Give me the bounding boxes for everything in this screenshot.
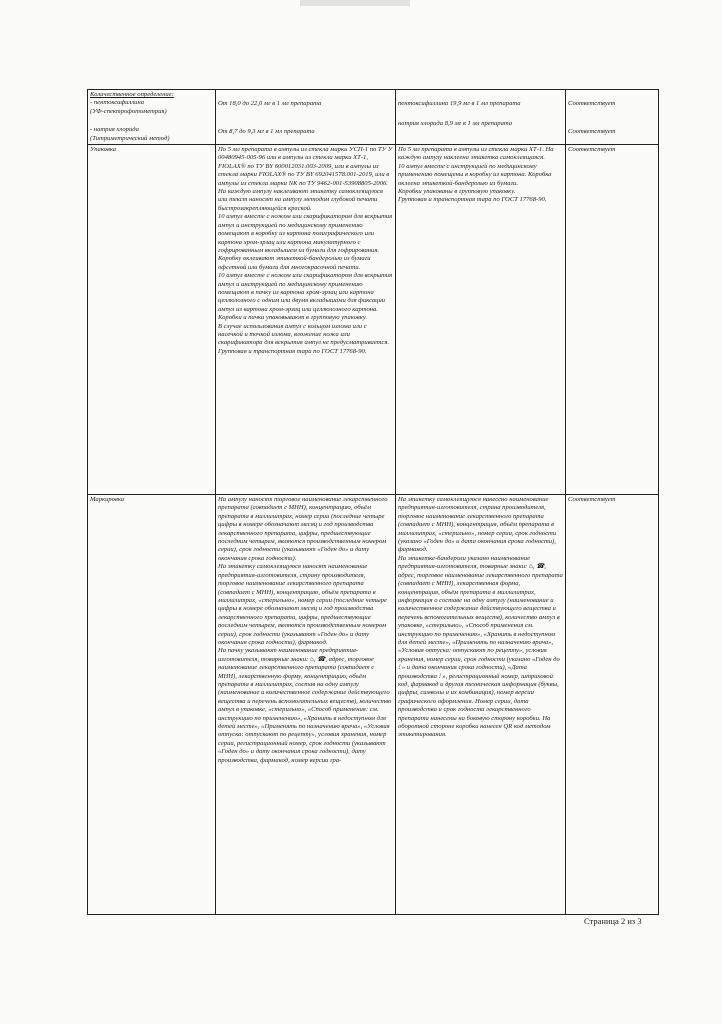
quant-nacl-label: - натрия хлорида bbox=[90, 126, 139, 134]
quant-nacl-result: натрия хлорида 8,9 мг в 1 мл препарата bbox=[398, 120, 513, 128]
result-cell bbox=[396, 145, 566, 495]
specification-table bbox=[87, 89, 659, 915]
indicator-cell bbox=[88, 145, 216, 495]
pack-norm-p5: В случае использования ампул с кольцом излома или с насечкой и точкой излома, вложение ножа или скарификатора для вскрытия ампул не предусматривается. bbox=[218, 322, 390, 347]
quant-pento-result: пентоксифиллина 19,9 мг в 1 мл препарата bbox=[398, 100, 521, 107]
pack-result-p4: Групповая и транспортная тара по ГОСТ 17768-90. bbox=[398, 196, 547, 204]
norm-cell bbox=[216, 495, 396, 915]
indicator-cell bbox=[88, 90, 216, 145]
mark-result-p1: На этикетку самоклеящуюся нанесено наименование предприятия-изготовителя, страна производителя, торговое наименование лекарственного препарата (совпадает с МНН), концентрация, объём препарата в миллилитрах, «стерильно», номер серии, срок годности (указано «Годен до» и дата окончания срока годности), фармакод. bbox=[398, 496, 557, 554]
quant-pento-method: (УФ-спектрофотометрия) bbox=[90, 107, 167, 115]
scan-artifact bbox=[300, 0, 410, 6]
pack-result-p2: 10 ампул вместе с инструкцией по медицинскому применению помещены в коробку из картона. Коробка оклеена этикеткой-бандеролью из бумаги. bbox=[398, 162, 552, 187]
quant-nacl-conclusion: Соответствует bbox=[568, 128, 616, 136]
pack-result-p1: По 5 мл препарата в ампулы из стекла марки ХТ-1. На каждую ампулу наклеена этикетка самоклеящаяся. bbox=[398, 146, 554, 162]
mark-label: Маркировка bbox=[90, 496, 125, 504]
pack-norm-p2: 10 ампул вместе с ножом или скарификатором для вскрытия ампул и инструкцией по медицинскому применению помещают в коробку из картона полиграфического или картона хром-эрзац или картона макулатурного с гофрированным вкладышем из бумаги для гофрирования. Коробку оклеивают этикеткой-бандеролью из бумаги офсетной или бумаги для многокрасочной печати. bbox=[218, 213, 393, 271]
quant-title: Количественное определение: bbox=[90, 91, 174, 98]
norm-cell bbox=[216, 90, 396, 145]
pack-conclusion: Соответствует bbox=[568, 146, 616, 154]
conclusion-cell bbox=[566, 145, 659, 495]
norm-cell bbox=[216, 145, 396, 495]
mark-conclusion: Соответствует bbox=[568, 496, 616, 504]
conclusion-cell bbox=[566, 495, 659, 915]
pack-norm-p3: 10 ампул вместе с ножом или скарификатором для вскрытия ампул и инструкцией по медицинскому применению помещают в пачку из картона хром-эрзац или картона целлюлозного с одним или двумя вкладышами для фиксации ампул из картона хром-эрзац или целлюлозного картона. bbox=[218, 272, 393, 313]
pack-result-p3: Коробки упакованы в групповую упаковку. bbox=[398, 188, 516, 196]
mark-result-p2: На этикетке-бандероли указано наименование предприятия-изготовителя, товарные знаки: ⌂, ☎, адрес, торговое наименование лекарственного препарата (совпадает с МНН), лекарственная форма, концентрация, объём препарата в миллилитрах, информация о составе на одну ампулу (наименование и количественное содержание действующего вещества и перечень вспомогательных веществ), количество ампул в упаковке, «стерильно», «Способ применения см. инструкцию по применению», «Хранить в недоступном для детей месте», «Применять по назначению врача», «Условия отпуска: отпускают по рецепту», условия хранения, номер серии, срок годности (указано «Годен до ⁝ » и дата окончания срока годности), «Дата производства ⁝ », регистрационный номер, штриховой код, фармакод и другая техническая информация (буквы, цифры, символы и их комбинация), номер версии графического оформления. Номер серии, дата производства и срок годности лекарственного препарата нанесены на боковую сторону коробки. На оборотной стороне коробки нанесен QR код методом этикетирования. bbox=[398, 554, 563, 739]
conclusion-cell bbox=[566, 90, 659, 145]
page-number: Страница 2 из 3 bbox=[584, 916, 642, 926]
quant-pento-conclusion: Соответствует bbox=[568, 100, 616, 107]
mark-norm-p2: На этикетку самоклеящуюся наносят наименование предприятия-изготовителя, страну производителя, торговое наименование лекарственного препарата (совпадает с МНН), концентрацию, объём препарата в миллилитрах, «стерильно», номер серии (последние четыре цифры в номере обозначают месяц и год производства лекарственного препарата, цифры, предшествующие последним четырем, являются производственным номером серии), срок годности (указывают «Годен до» и дату окончания срока годности), фармакод. bbox=[218, 563, 387, 646]
mark-norm-p3: На пачку указывают наименование предприятия-изготовителя, товарные знаки: ⌂, ☎, адрес, торговое наименование лекарственного препарата (совпадает с МНН), лекарственную форму, концентрацию, объём препарата в миллилитрах, состав на одну ампулу (наименование и количественное содержание действующего вещества и перечень вспомогательных веществ), количество ампул в упаковке, «стерильно», «Способ применения: см. инструкцию по применению», «Хранить в недоступном для детей месте», «Применять по назначению врача», «Условия отпуска: отпускают по рецепту», условия хранения, номер серии, регистрационный номер, срок годности (указывают «Годен до» и дату окончания срока годности), дату производства, фармакод, номер версии гра- bbox=[218, 647, 392, 764]
table-row-packaging bbox=[88, 145, 659, 495]
result-cell bbox=[396, 90, 566, 145]
table-row-marking bbox=[88, 495, 659, 915]
pack-norm-p1: По 5 мл препарата в ампулы из стекла марки УСП-1 по ТУ У 00480945-005-96 или в ампулы из стекла марки ХТ-1, FIOLAX® по ТУ BY 600012031.003-2009, или в ампулы из стекла марки FIOLAX® по ТУ BY 692041578.001-2019, или в ампулы из стекла марки NK по ТУ 9462-001-53908805-2006. На каждую ампулу наклеивают этикетку самоклеящуюся или текст наносят на ампулу методом глубокой печати быстрозакрепляющейся краской. bbox=[218, 146, 393, 212]
quant-pento-norm: От 18,0 до 22,0 мг в 1 мл препарата bbox=[218, 100, 322, 107]
pack-norm-p6: Групповая и транспортная тара по ГОСТ 17768-90. bbox=[218, 347, 367, 355]
table-row-quantitative bbox=[88, 90, 659, 145]
quant-nacl-norm: От 8,7 до 9,3 мг в 1 мл препарата bbox=[218, 128, 315, 136]
quant-nacl-method: (Титриметрический метод) bbox=[90, 134, 170, 142]
mark-norm-p1: На ампулу наносят торговое наименование лекарственного препарата (совпадает с МНН), концентрацию, объём препарата в миллилитрах, номер серии (последние четыре цифры в номере обозначают месяц и год производства лекарственного препарата, цифры, предшествующие последним четырем, являются производственным номером серии), срок годности (указывают «Годен до» и дату окончания срока годности). bbox=[218, 496, 388, 562]
pack-label: Упаковка bbox=[90, 146, 117, 154]
quant-pento-label: - пентоксифиллина bbox=[90, 99, 145, 107]
indicator-cell bbox=[88, 495, 216, 915]
result-cell bbox=[396, 495, 566, 915]
pack-norm-p4: Коробки и пачки упаковывают в групповую упаковку. bbox=[218, 314, 368, 322]
